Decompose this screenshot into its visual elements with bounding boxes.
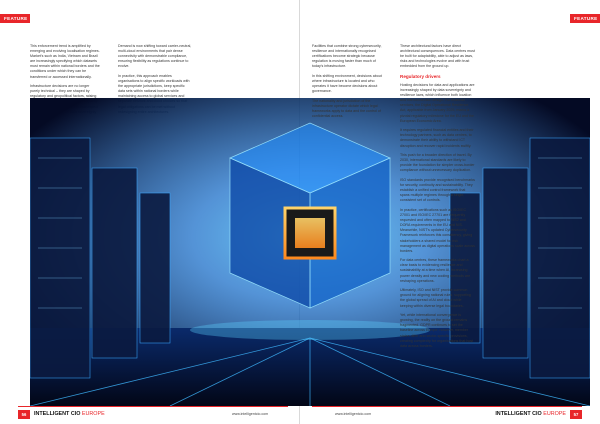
paragraph: In practice, certifications such as ISO/IEC 27001 and ISO/IEC 27701 are frequently requested and often mapped to NIS2 and DORA requirements in the EU and NIS. Meanwhile, NIST's updated Cybersecurity Framework reinforces this consistency, giving stakeholders a shared model for risk management as digital operations scale across borders. bbox=[400, 207, 475, 253]
paragraph: The nationality and jurisdiction of the infrastructure operator dictate which legal frameworks apply to data and the control of confidential access. bbox=[312, 98, 381, 119]
page-number-right: 57 bbox=[570, 410, 582, 419]
footer-rule-right bbox=[312, 406, 582, 407]
paragraph: These architectural factors have direct architectural consequences. Data centres must be built for adaptability, able to adjust as laws, risks and technologies evolve and with trust embedded from the ground up. bbox=[400, 44, 475, 69]
footer bbox=[0, 406, 600, 424]
paragraph: This enforcement trend is amplified by emerging and evolving localisation regimes. Market's such as India, Vietnam and Brazil are increasingly specifying which datasets must remain within national borders and the conditions under which they can be transferred or accessed internationally. bbox=[30, 44, 100, 79]
text-column-3 bbox=[312, 44, 382, 124]
page-number-left: 56 bbox=[18, 410, 30, 419]
brand-accent: EUROPE bbox=[543, 411, 566, 417]
paragraph: Yet, while international convergence is growing, the reality on the ground remains fragmented. GDPR continues to set the baseline across Europe, however, member states differ and sector-specific provisions, creating complexity for organisations that host data across borders. bbox=[400, 313, 474, 348]
paragraph: In this shifting environment, decisions about where infrastructure is located and who operates it have become decisions about governance. bbox=[312, 73, 382, 94]
footer-rule-left bbox=[18, 406, 288, 407]
paragraph: Facilities that combine strong cybersecurity, resilience and internationally recognised certifications become strategic because regulation is moving faster than much of today's infrastructure. bbox=[312, 44, 382, 69]
brand-logo-left bbox=[34, 410, 105, 419]
hero-image bbox=[30, 98, 590, 406]
feature-tab-right: FEATURE bbox=[570, 14, 600, 23]
website-url-left[interactable]: www.intelligentcio.com bbox=[232, 412, 269, 416]
brand-name: INTELLIGENT CIO bbox=[495, 411, 542, 417]
section-heading: Regulatory drivers bbox=[400, 73, 441, 79]
paragraph: This push for a broader direction of travel. By 2030, international standards are likely to provide the foundation for simpler cross-border compliance without unnecessary duplication. bbox=[400, 153, 475, 173]
text-column-4 bbox=[400, 44, 475, 353]
paragraph: Ultimately, ISO and NIST provide common ground for aligning national rules, supporting the global spread of AI and cloud while keeping within diverse legal boundaries. bbox=[400, 288, 471, 308]
paragraph: Demand is now shifting toward carrier-neutral, multi-cloud environments that pair dense connectivity with demonstrable compliance, ensuring flexibility as regulations continue to evolve. bbox=[118, 44, 192, 69]
brand-accent: EUROPE bbox=[81, 411, 105, 417]
paragraph: Hosting decisions for data and applications are increasingly shaped by data sovereignty and resilience laws, which influence both location and interconnection design. For financial services, the Digital Operational Resilience Act, applicable from January 2025, marks a pivotal regulatory milestone for the EU and the European Economic Area. bbox=[400, 82, 475, 123]
server-room-chip-icon bbox=[30, 98, 590, 406]
paragraph: For data centres, these frameworks chart a clear basis to evidencing resilience and sustainability at a time when AI, increasing power density and new cooling methods are reshaping operations. bbox=[400, 258, 471, 283]
feature-tab-left: FEATURE bbox=[0, 14, 30, 23]
paragraph: It requires regulated financial entities and their technology partners, such as data centres, to demonstrate their ability to withstand ICT disruption and recover rapid incidents swiftly. bbox=[400, 128, 474, 148]
paragraph: ISO standards provide recognised benchmarks for security, continuity and sustainability. They establish a unified control framework that spans multiple regimes through a single, consistent set of controls. bbox=[400, 177, 475, 203]
paragraph: Infrastructure decisions are no longer purely technical – they are shaped by regulatory and geopolitical factors, raising bbox=[30, 84, 97, 99]
website-url-right[interactable]: www.intelligentcio.com bbox=[335, 412, 372, 416]
paragraph: In practice, this approach enables organisations to align specific workloads with the appropriate jurisdictions, keep specific data sets within national borders while maintaining access to global services and bbox=[118, 73, 190, 99]
brand-name: INTELLIGENT CIO bbox=[34, 411, 81, 417]
brand-logo-right bbox=[495, 410, 566, 419]
